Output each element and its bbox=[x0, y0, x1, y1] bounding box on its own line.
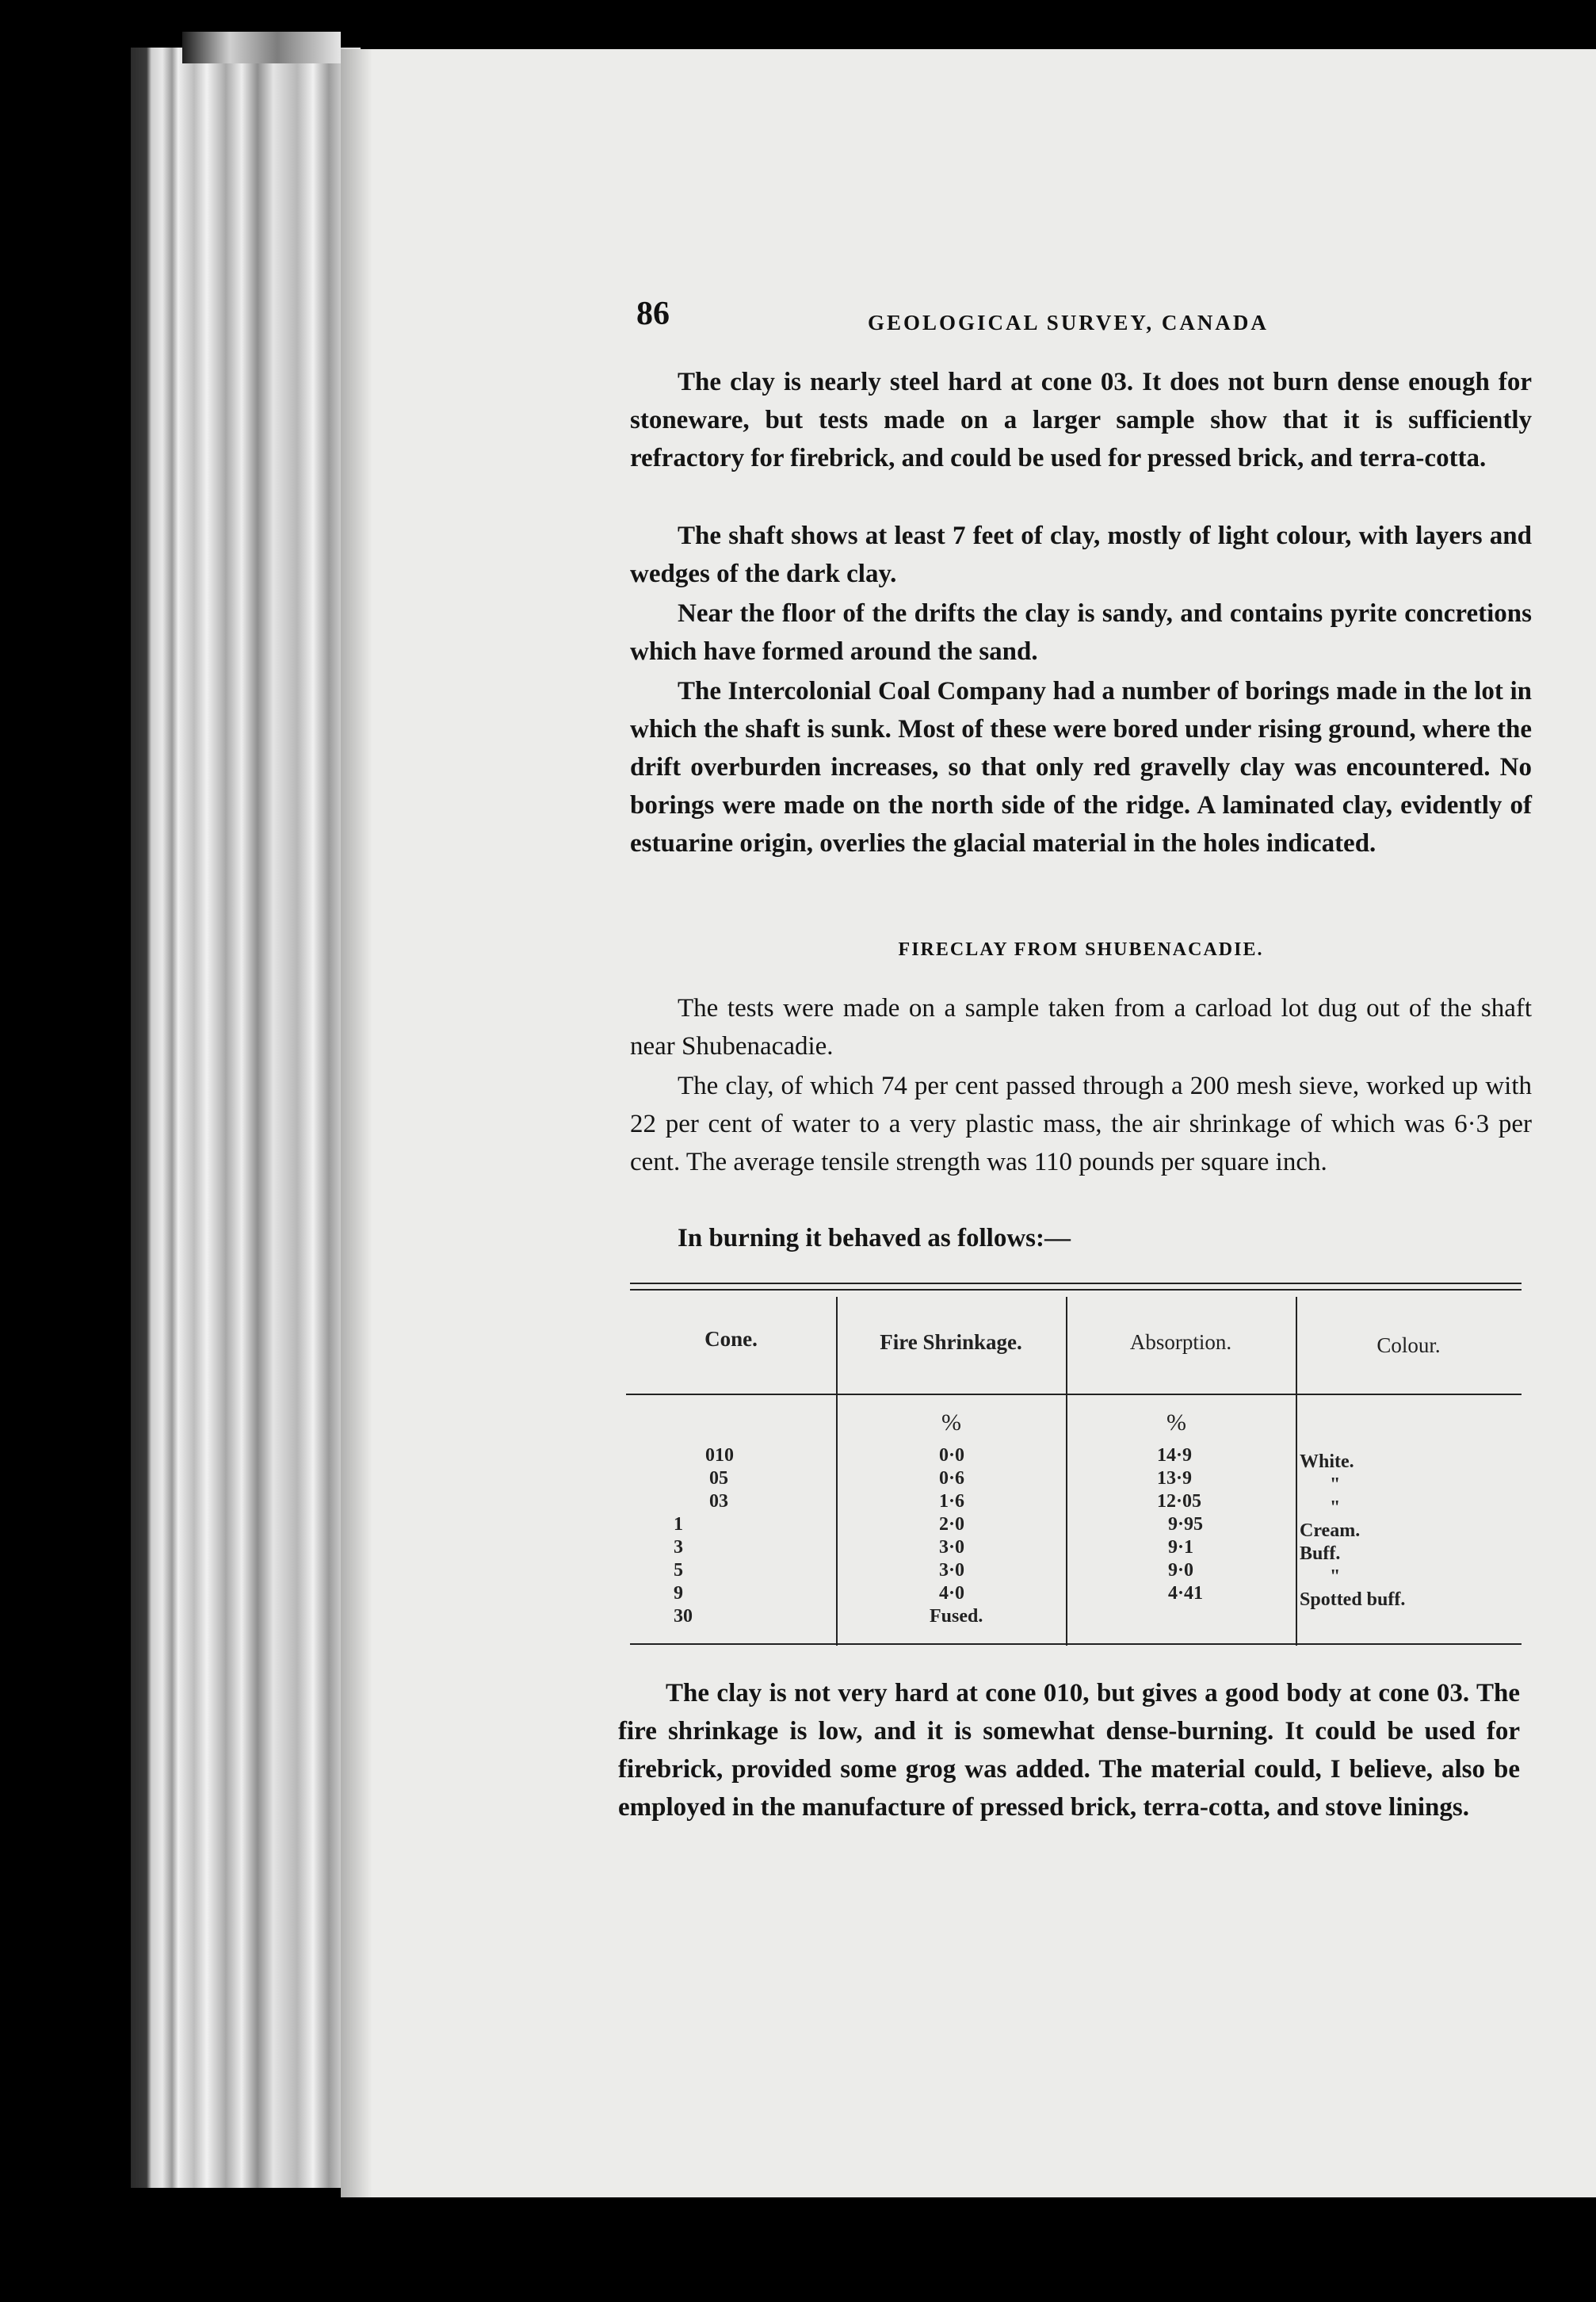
fire-shrinkage-unit: % bbox=[941, 1409, 961, 1436]
table-top-rule-2 bbox=[630, 1289, 1522, 1291]
absorption-cell: 9·0 bbox=[1168, 1560, 1194, 1581]
cone-cell: 1 bbox=[674, 1514, 683, 1535]
fire-shrinkage-cell: 3·0 bbox=[939, 1560, 965, 1581]
paragraph-4: The Intercolonial Coal Company had a number of borings made in the lot in which the shaft is sunk. Most of these were bored under rising ground, where the drift overburden increases, so that only red gravelly clay was encountered. No borings were made on the north side of the ridge. A laminated clay, evidently of estuarine origin, overlies the glacial material in the holes indicated. bbox=[630, 677, 1532, 858]
colour-cell: White. bbox=[1300, 1451, 1354, 1472]
colour-cell bbox=[1300, 1612, 1514, 1635]
fire-shrinkage-cell: Fused. bbox=[930, 1606, 983, 1627]
absorption-cell: 12·05 bbox=[1157, 1491, 1202, 1512]
paragraph-3: Near the floor of the drifts the clay is sandy, and contains pyrite concretions which have formed around the sand. bbox=[630, 599, 1532, 666]
cone-cell: 03 bbox=[709, 1491, 728, 1512]
paragraph-2: The shaft shows at least 7 feet of clay, mostly of light colour, with layers and wedges of the dark clay. bbox=[630, 522, 1532, 588]
table-header-rule bbox=[626, 1394, 1522, 1395]
paragraph-5: The tests were made on a sample taken from a carload lot dug out of the shaft near Shubenacadie. bbox=[630, 994, 1532, 1061]
cone-cell: 05 bbox=[709, 1468, 728, 1489]
book-page-edges bbox=[131, 48, 361, 2188]
header-cone: Cone. bbox=[704, 1327, 758, 1351]
book-top-edge bbox=[182, 32, 341, 63]
colour-cell: " bbox=[1330, 1474, 1341, 1495]
header-absorption: Absorption. bbox=[1129, 1330, 1232, 1354]
absorption-cell: 13·9 bbox=[1157, 1468, 1193, 1489]
running-head: GEOLOGICAL SURVEY, CANADA bbox=[868, 311, 1269, 335]
page-number: 86 bbox=[636, 296, 670, 332]
colour-cell: Spotted buff. bbox=[1300, 1589, 1406, 1610]
table-top-rule bbox=[630, 1283, 1522, 1284]
colour-cell: Cream. bbox=[1300, 1520, 1361, 1541]
column-absorption bbox=[1157, 1444, 1268, 1628]
column-fire-shrinkage bbox=[930, 1444, 1050, 1628]
fire-shrinkage-cell: 4·0 bbox=[939, 1583, 965, 1604]
table-bottom-rule bbox=[630, 1643, 1522, 1645]
cone-cell: 9 bbox=[674, 1583, 683, 1604]
cone-cell: 3 bbox=[674, 1537, 683, 1558]
fire-shrinkage-cell: 0·0 bbox=[939, 1445, 965, 1466]
absorption-cell: 9·1 bbox=[1168, 1537, 1194, 1558]
cone-cell: 30 bbox=[674, 1606, 693, 1627]
absorption-cell: 14·9 bbox=[1157, 1445, 1193, 1466]
column-colour bbox=[1300, 1451, 1514, 1635]
column-cone bbox=[674, 1444, 753, 1628]
colour-cell: Buff. bbox=[1300, 1543, 1341, 1564]
paragraph-7: In burning it behaved as follows:— bbox=[678, 1224, 1071, 1252]
cone-cell: 010 bbox=[705, 1445, 734, 1466]
fire-shrinkage-cell: 2·0 bbox=[939, 1514, 965, 1535]
burning-table bbox=[626, 1283, 1522, 1647]
header-fire-shrinkage: Fire Shrinkage. bbox=[880, 1330, 1022, 1354]
section-heading: FIRECLAY FROM SHUBENACADIE. bbox=[898, 939, 1264, 960]
absorption-cell: 4·41 bbox=[1168, 1583, 1204, 1604]
fire-shrinkage-cell: 0·6 bbox=[939, 1468, 965, 1489]
paragraph-1: The clay is nearly steel hard at cone 03. It does not burn dense enough for stoneware, but tests made on a larger sample show that it is sufficiently refractory for firebrick, and could be used for pressed brick, and terra-cotta. bbox=[630, 368, 1532, 472]
cone-cell: 5 bbox=[674, 1560, 683, 1581]
fire-shrinkage-cell: 1·6 bbox=[939, 1491, 965, 1512]
paragraph-8: The clay is not very hard at cone 010, but gives a good body at cone 03. The fire shrinkage is low, and it is somewhat dense-burning. It could be used for firebrick, provided some grog was added. The material could, I believe, also be employed in the manufacture of pressed brick, terra-cotta, and stove linings. bbox=[618, 1679, 1520, 1822]
absorption-unit: % bbox=[1166, 1409, 1186, 1436]
colour-cell: " bbox=[1330, 1566, 1341, 1587]
paragraph-6: The clay, of which 74 per cent passed through a 200 mesh sieve, worked up with 22 per cent of water to a very plastic mass, the air shrinkage of which was 6·3 per cent. The average tensile strength was 110 pounds per square inch. bbox=[630, 1072, 1532, 1176]
page-gutter-shadow bbox=[341, 49, 372, 2197]
absorption-cell: 9·95 bbox=[1168, 1514, 1204, 1535]
fire-shrinkage-cell: 3·0 bbox=[939, 1537, 965, 1558]
absorption-cell bbox=[1157, 1605, 1268, 1628]
colour-cell: " bbox=[1330, 1497, 1341, 1518]
header-colour: Colour. bbox=[1376, 1333, 1441, 1357]
